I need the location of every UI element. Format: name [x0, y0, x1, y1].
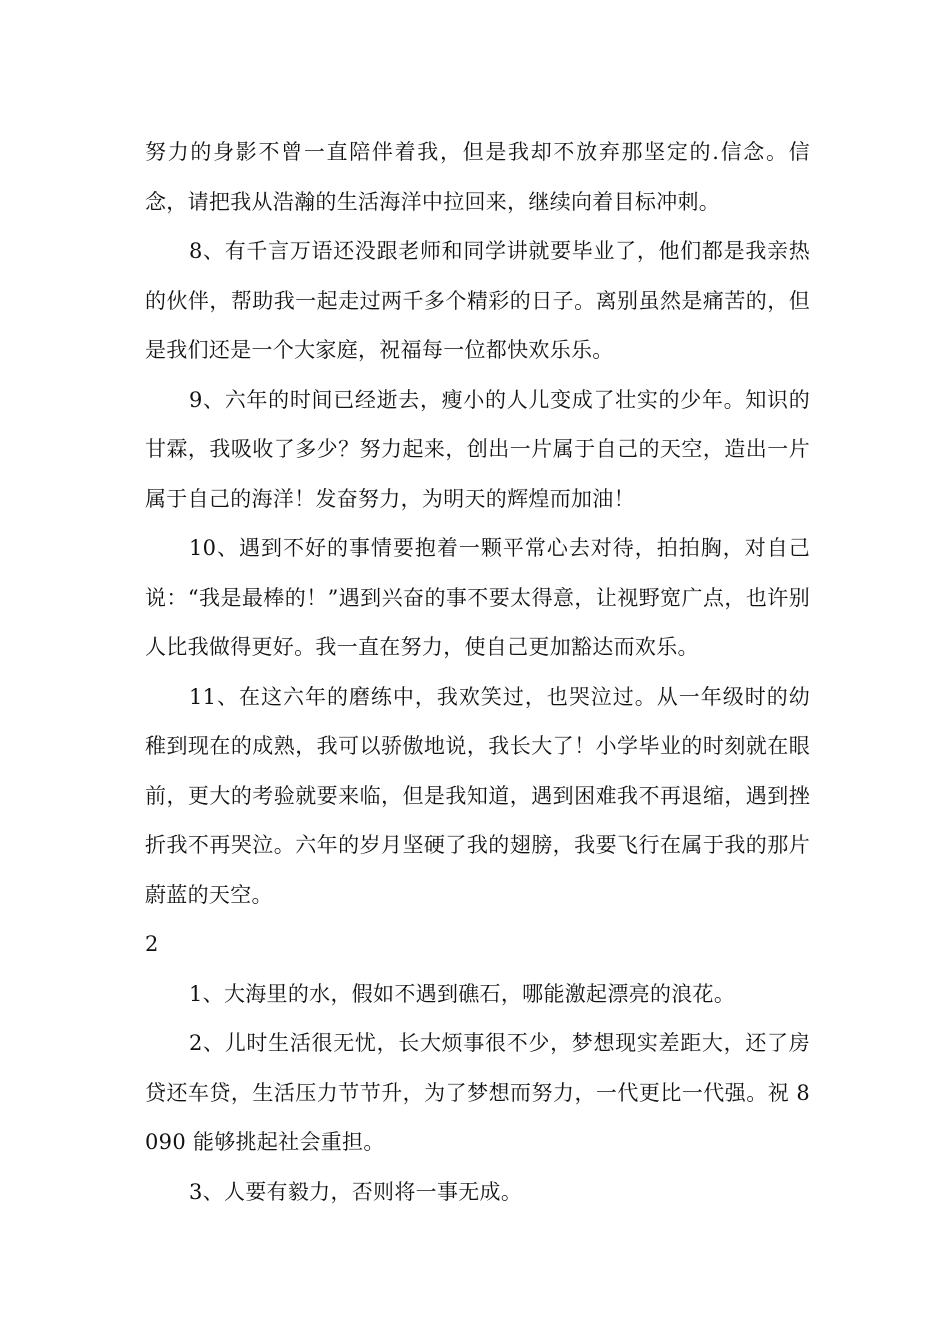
paragraph-item-10: 10、遇到不好的事情要抱着一颗平常心去对待，拍拍胸，对自己说：“我是最棒的！”遇到兴奋的事不要太得意，让视野宽广点，也许别人比我做得更好。我一直在努力，使自己更加豁达而欢乐。 [145, 536, 810, 659]
document-body [145, 128, 810, 1217]
paragraph-continued: 努力的身影不曾一直陪伴着我，但是我却不放弃那坚定的.信念。信念，请把我从浩瀚的生活海洋中拉回来，继续向着目标冲刺。 [145, 140, 810, 214]
paragraph-section2-item-1: 1、大海里的水，假如不遇到礁石，哪能激起漂亮的浪花。 [189, 981, 736, 1006]
paragraph-section2-item-3: 3、人要有毅力，否则将一事无成。 [189, 1179, 523, 1204]
paragraph-item-9: 9、六年的时间已经逝去，瘦小的人儿变成了壮实的少年。知识的甘霖，我吸收了多少？努力起来，创出一片属于自己的天空，造出一片属于自己的海洋！发奋努力，为明天的辉煌而加油！ [145, 387, 810, 511]
section-number: 2 [145, 932, 159, 956]
paragraph-item-11: 11、在这六年的磨练中，我欢笑过，也哭泣过。从一年级时的幼稚到现在的成熟，我可以骄傲地说，我长大了！小学毕业的时刻就在眼前，更大的考验就要来临，但是我知道，遇到困难我不再退缩，遇到挫折我不再哭泣。六年的岁月坚硬了我的翅膀，我要飞行在属于我的那片蔚蓝的天空。 [145, 684, 810, 907]
paragraph-section2-item-2: 2、儿时生活很无忧，长大烦事很不少，梦想现实差距大，还了房贷还车贷，生活压力节节升，为了梦想而努力，一代更比一代强。祝 8090 能够挑起社会重担。 [145, 1031, 810, 1154]
paragraph-item-8: 8、有千言万语还没跟老师和同学讲就要毕业了，他们都是我亲热的伙伴，帮助我一起走过两千多个精彩的日子。离别虽然是痛苦的，但是我们还是一个大家庭，祝福每一位都快欢乐乐。 [145, 239, 810, 362]
